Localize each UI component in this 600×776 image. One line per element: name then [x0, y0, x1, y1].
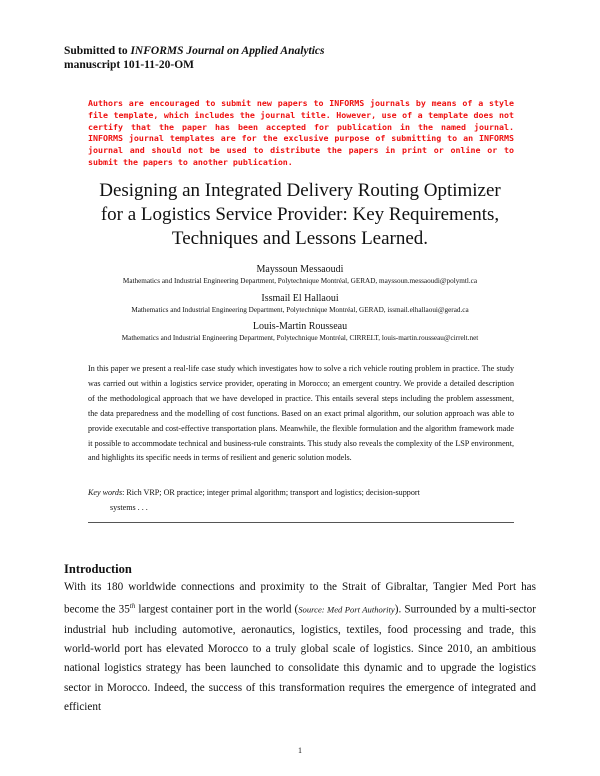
author-name: Louis-Martin Rousseau: [252, 321, 348, 332]
title-line-1: Designing an Integrated Delivery Routing Optimizer: [99, 180, 501, 201]
author-block: [20, 321, 580, 343]
running-header: [64, 44, 325, 72]
author-affiliation: Mathematics and Industrial Engineering Department, Polytechnique Montréal, GERAD, issmail.elhallaoui@gerad.ca: [131, 306, 469, 314]
author-name: Issmail El Hallaoui: [261, 293, 339, 304]
journal-name: INFORMS Journal on Applied Analytics: [130, 45, 325, 57]
author-name: Mayssoun Messaoudi: [256, 264, 344, 275]
manuscript-id: manuscript 101-11-20-OM: [64, 59, 195, 71]
keywords: Key words: Rich VRP; OR practice; integer primal algorithm; transport and logistics; decision-support systems . . .: [88, 486, 514, 516]
keywords-label: Key words: [88, 488, 123, 497]
author-block: [20, 293, 580, 315]
template-notice: Authors are encouraged to submit new papers to INFORMS journals by means of a style file template, which includes the journal title. However, use of a template does not certify that the paper has been accepted for publication in the named journal. INFORMS journal templates are for the exclusive purpose of submitting to an INFORMS journal and should not be used to distribute the papers in print or online or to submit the papers to another publication.: [88, 98, 514, 167]
intro-text-2: largest container port in the world (: [135, 604, 299, 617]
submission-line: [64, 44, 325, 58]
introduction-heading: Introduction: [64, 562, 132, 576]
keywords-continuation: systems . . .: [110, 502, 148, 512]
page-number: 1: [298, 746, 302, 755]
intro-text-3: ). Surrounded by a multi-sector industrial hub including automotive, aeronautics, logistics, textiles, food processing and trade, this world-world port has elevated Morocco to a truly global scale of logistics. Since 2010, an ambitious national logistics strategy has been launched to consolidate this dynamic and to upgrade the logistics sector in Morocco. Indeed, the success of this transformation requires the emergence of integrated and efficient: [64, 604, 536, 714]
author-block: [20, 264, 580, 286]
abstract: In this paper we present a real-life case study which investigates how to solve a rich vehicle routing problem in practice. The study was carried out within a logistics service provider, operating in Morocco; an emergent country. We provide a detailed description of the methodological approach that we have developed in practice. This entails several steps including the problem assessment, the data preparedness and the modelling of cost functions. Based on an exact primal algorithm, our solution approach was able to provide executable and cost-effective transportation plans. Meanwhile, the flexible formulation and the algorithm framework made it possible to accommodate technical and business-rule constraints. This study also reveals the complexity of the LSP environment, and highlights its specific needs in terms of resilient and generic solution models.: [88, 364, 514, 463]
title-line-2: for a Logistics Service Provider: Key Requirements,: [100, 204, 500, 225]
paper-title: [40, 179, 560, 251]
section-divider: [88, 522, 514, 523]
keywords-text: Rich VRP; OR practice; integer primal algorithm; transport and logistics; decision-support: [126, 488, 420, 497]
ordinal-superscript: th: [129, 602, 136, 611]
source-citation: Source: Med Port Authority: [298, 605, 395, 616]
intro-text-1: With its 180 worldwide connections and proximity to the Strait of Gibraltar, Tangier Med Port has become the 35: [64, 581, 536, 617]
title-line-3: Techniques and Lessons Learned.: [171, 228, 429, 249]
introduction-paragraph: [64, 578, 536, 718]
author-affiliation: Mathematics and Industrial Engineering Department, Polytechnique Montréal, CIRRELT, louis-martin.rousseau@cirrelt.net: [121, 334, 479, 342]
author-affiliation: Mathematics and Industrial Engineering Department, Polytechnique Montréal, GERAD, mayssoun.messaoudi@polymtl.ca: [122, 277, 478, 285]
submitted-prefix: Submitted to: [64, 45, 128, 57]
